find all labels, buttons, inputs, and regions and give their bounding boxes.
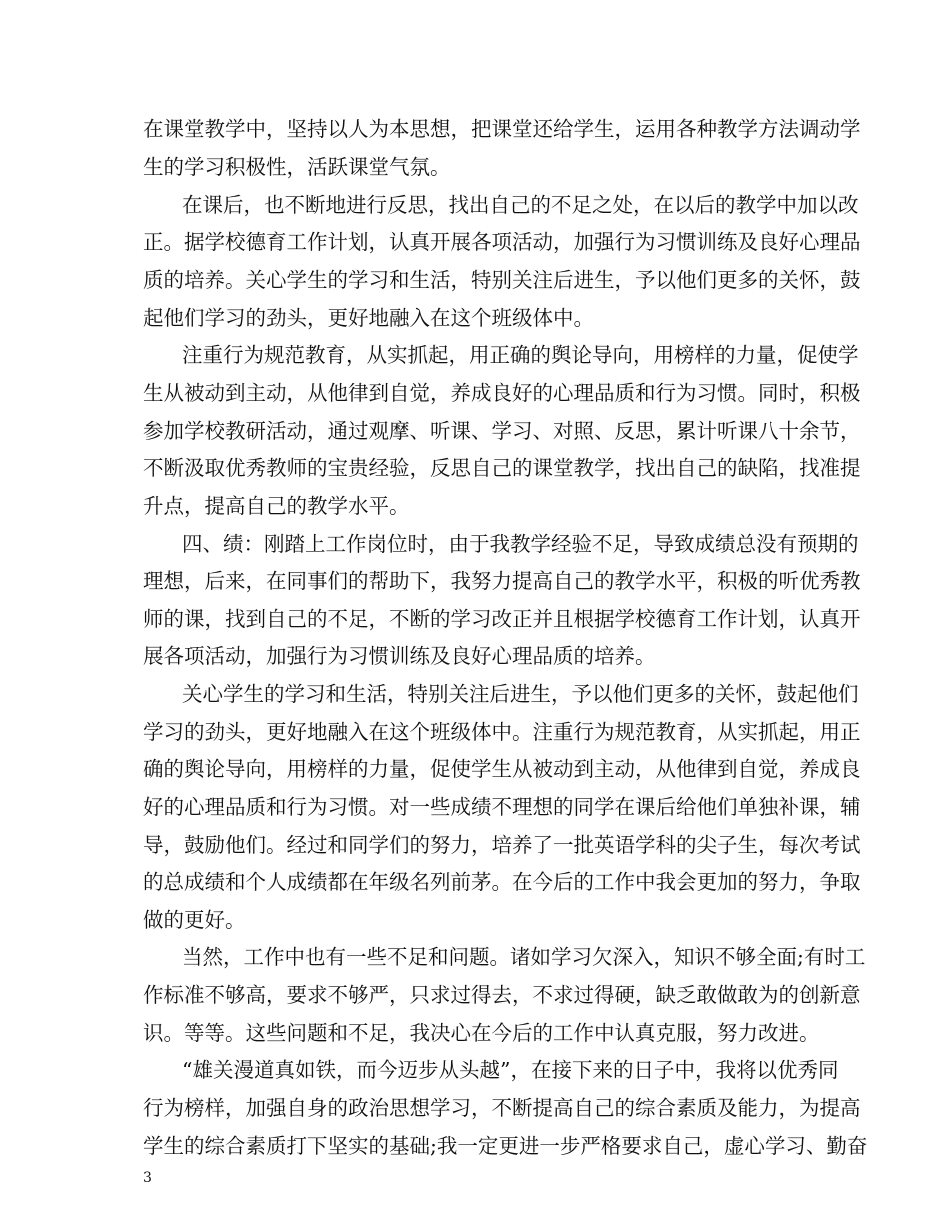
text-line: “雄关漫道真如铁，而今迈步从头越”，在接下来的日子中，我将以优秀同 <box>182 1058 839 1082</box>
text-line: 理想，后来，在同事们的帮助下，我努力提高自己的教学水平，积极的听优秀教 <box>143 569 861 593</box>
text-line: 确的舆论导向，用榜样的力量，促使学生从被动到主动，从他律到自觉，养成良 <box>143 757 861 781</box>
text-line: 关心学生的学习和生活，特别关注后进生，予以他们更多的关怀，鼓起他们 <box>182 682 859 706</box>
text-line: 展各项活动，加强行为习惯训练及良好心理品质的培养。 <box>143 644 656 668</box>
text-line: 的总成绩和个人成绩都在年级名列前茅。在今后的工作中我会更加的努力，争取 <box>143 870 861 894</box>
text-line: 在课后，也不断地进行反思，找出自己的不足之处，在以后的教学中加以改 <box>182 193 859 217</box>
text-line: 当然，工作中也有一些不足和问题。诸如学习欠深入，知识不够全面;有时工 <box>182 945 866 969</box>
text-line: 识。等等。这些问题和不足，我决心在今后的工作中认真克服，努力改进。 <box>143 1021 820 1045</box>
text-line: 在课堂教学中，坚持以人为本思想，把课堂还给学生，运用各种教学方法调动学 <box>143 117 861 141</box>
text-line: 生的学习积极性，活跃课堂气氛。 <box>143 155 451 179</box>
text-line: 正。据学校德育工作计划，认真开展各项活动，加强行为习惯训练及良好心理品 <box>143 230 861 254</box>
text-line: 行为榜样，加强自身的政治思想学习，不断提高自己的综合素质及能力，为提高 <box>143 1096 861 1120</box>
text-line: 好的心理品质和行为习惯。对一些成绩不理想的同学在课后给他们单独补课，辅 <box>143 795 861 819</box>
text-line: 学生的综合素质打下坚实的基础;我一定更进一步严格要求自己，虚心学习、勤奋 <box>143 1134 868 1158</box>
page-number: 3 <box>143 1170 152 1186</box>
text-line: 师的课，找到自己的不足，不断的学习改正并且根据学校德育工作计划，认真开 <box>143 607 861 631</box>
text-line: 不断汲取优秀教师的宝贵经验，反思自己的课堂教学，找出自己的缺陷，找准提 <box>143 456 861 480</box>
text-line: 质的培养。关心学生的学习和生活，特别关注后进生，予以他们更多的关怀，鼓 <box>143 268 861 292</box>
text-line: 注重行为规范教育，从实抓起，用正确的舆论导向，用榜样的力量，促使学 <box>182 343 859 367</box>
text-line: 导，鼓励他们。经过和同学们的努力，培养了一批英语学科的尖子生，每次考试 <box>143 833 861 857</box>
text-line: 升点，提高自己的教学水平。 <box>143 494 410 518</box>
text-line: 作标准不够高，要求不够严，只求过得去，不求过得硬，缺乏敢做敢为的创新意 <box>143 983 861 1007</box>
text-line: 参加学校教研活动，通过观摩、听课、学习、对照、反思，累计听课八十余节， <box>143 419 861 443</box>
text-line: 四、绩：刚踏上工作岗位时，由于我教学经验不足，导致成绩总没有预期的 <box>182 532 859 556</box>
text-line: 生从被动到主动，从他律到自觉，养成良好的心理品质和行为习惯。同时，积极 <box>143 381 861 405</box>
text-line: 做的更好。 <box>143 908 246 932</box>
text-line: 起他们学习的劲头，更好地融入在这个班级体中。 <box>143 306 594 330</box>
text-line: 学习的劲头，更好地融入在这个班级体中。注重行为规范教育，从实抓起，用正 <box>143 720 861 744</box>
